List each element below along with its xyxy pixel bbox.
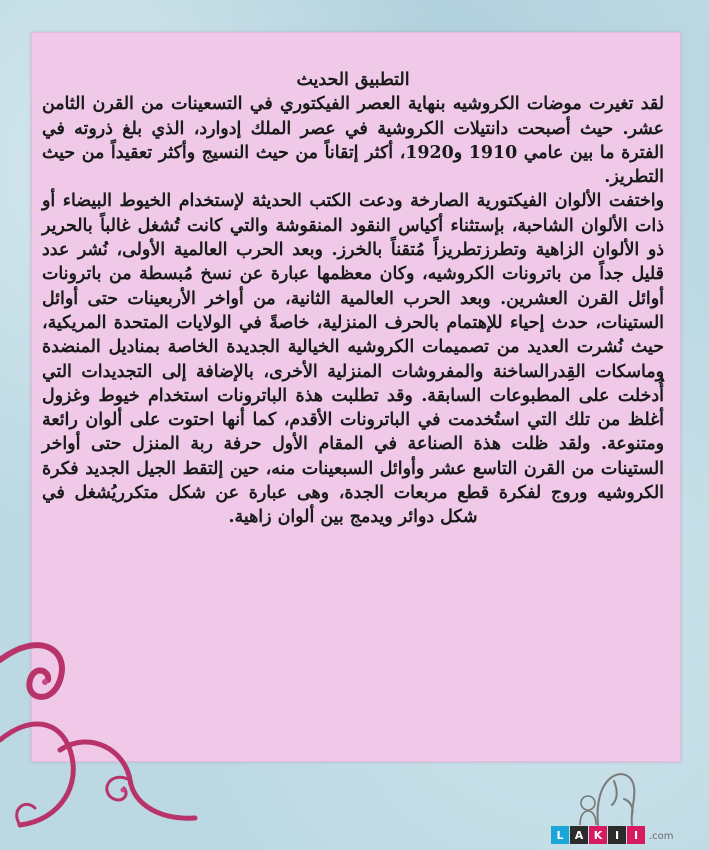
logo-letter-i-2: I xyxy=(627,826,645,844)
mother-child-icon xyxy=(568,765,658,831)
logo-letter-l: L xyxy=(551,826,569,844)
article-title: التطبيق الحديث xyxy=(296,70,410,90)
logo-suffix: .com xyxy=(649,831,674,842)
logo-letter-a: A xyxy=(570,826,588,844)
article-paragraph-2: واختفت الألوان الفيكتورية الصارخة ودعت الكتب الحديثة لإستخدام الخيوط البيضاء أو ذات الألوان الشاحبة، بإستثناء أكياس النقود المنقوشة والتي كانت تُشغل غالباً بالحرير ذو الألوان الزاهية وتطرزتطريزاً مُتقناً بالخرز. وبعد الحرب العالمية الأولى، نُشر عدد قليل جداً من باترونات الكروشيه، وكان معظمها عبارة عن نسخ مُبسطة من باترونات أوائل القرن العشرين. وبعد الحرب العالمية الثانية، من أواخر الأربعينات حتى أوائل الستينات، حدث إحياء للإهتمام بالحرف المنزلية، خاصةً في الولايات المتحدة المريكية، حيث نُشرت العديد من تصميمات الكروشيه الخيالية الجديدة الخاصة بمناديل المنضدة وماسكات القِدرالساخنة والمفروشات المنزلية الأخرى، بالإضافة إلى التجديدات التي أُدخلت على المطبوعات السابقة. وقد تطلبت هذة الباترونات استخدام خيوط وغزول أغلظ من تلك التي استُخدمت في الباترونات الأقدم، كما أنها احتوت على ألوان رائعة ومتنوعة. ولقد ظلت هذة الصناعة في المقام الأول حرفة ربة المنزل حتى أواخر الستينات من القرن التاسع عشر وأوائل السبعينات منه، حين إلتقط الجيل الجديد فكرة الكروشيه وروج لفكرة قطع مربعات الجدة، وهى عبارة عن شكل متكرريُشغل في شكل دوائر ويدمج بين ألوان زاهية. xyxy=(42,191,664,528)
logo-letter-k: K xyxy=(589,826,607,844)
logo-letter-i-1: I xyxy=(608,826,626,844)
article-paragraph-1: لقد تغيرت موضات الكروشيه بنهاية العصر الفيكتوري في التسعينات من القرن الثامن عشر. حيث أصبحت دانتيلات الكروشية في عصر الملك إدوارد، الذي بلغ ذروته في الفترة ما بين عامي 1910 و1920، أكثر إتقاناً من حيث النسيج وأكثر تعقيداً من حيث التطريز. xyxy=(42,94,664,188)
article-body xyxy=(42,68,664,530)
site-logo xyxy=(551,826,674,844)
swirl-ornament-icon xyxy=(0,620,200,850)
